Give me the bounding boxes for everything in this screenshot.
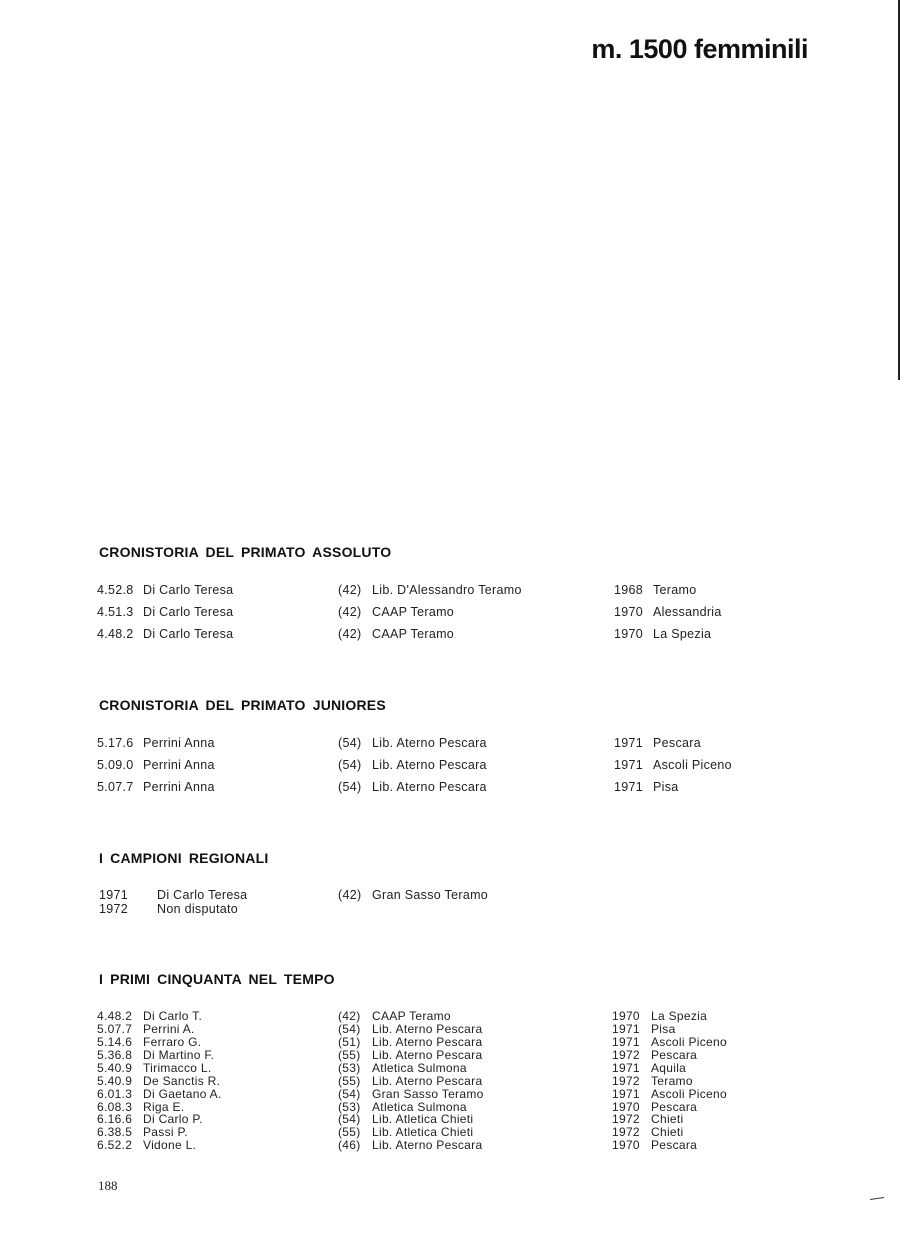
birth-year: (55)	[338, 1125, 361, 1139]
athlete-name: De Sanctis R.	[143, 1074, 221, 1088]
section-title-primato-juniores: CRONISTORIA DEL PRIMATO JUNIORES	[99, 697, 386, 713]
record-year: 1971	[614, 780, 644, 794]
record-year: 1970	[614, 605, 644, 619]
athlete-name: Riga E.	[143, 1100, 185, 1114]
time: 6.52.2	[97, 1138, 133, 1152]
place: Ascoli Piceno	[651, 1035, 727, 1049]
time: 5.36.8	[97, 1048, 133, 1062]
birth-year: (42)	[338, 1009, 361, 1023]
club: CAAP Teramo	[372, 1009, 451, 1023]
time: 5.07.7	[97, 1022, 133, 1036]
record-year: 1971	[612, 1061, 640, 1075]
birth-year: (42)	[338, 583, 362, 597]
record-year: 1971	[612, 1022, 640, 1036]
record-year: 1972	[612, 1125, 640, 1139]
birth-year: (46)	[338, 1138, 361, 1152]
place: Ascoli Piceno	[651, 1087, 727, 1101]
section-title-primato-assoluto: CRONISTORIA DEL PRIMATO ASSOLUTO	[99, 544, 392, 560]
birth-year: (54)	[338, 1112, 361, 1126]
birth-year: (55)	[338, 1074, 361, 1088]
time: 4.48.2	[97, 627, 134, 641]
place: Alessandria	[653, 605, 722, 619]
athlete-name: Ferraro G.	[143, 1035, 202, 1049]
place: Teramo	[653, 583, 697, 597]
time: 6.38.5	[97, 1125, 133, 1139]
time: 6.08.3	[97, 1100, 133, 1114]
club: Atletica Sulmona	[372, 1100, 467, 1114]
birth-year: (53)	[338, 1061, 361, 1075]
time: 5.09.0	[97, 758, 134, 772]
time: 5.40.9	[97, 1074, 133, 1088]
place: Chieti	[651, 1112, 684, 1126]
athlete-name: Non disputato	[157, 902, 239, 916]
athlete-name: Perrini A.	[143, 1022, 195, 1036]
birth-year: (55)	[338, 1048, 361, 1062]
club: Gran Sasso Teramo	[372, 1087, 484, 1101]
time: 5.14.6	[97, 1035, 133, 1049]
record-year: 1971	[614, 758, 644, 772]
club: Lib. Aterno Pescara	[372, 780, 487, 794]
club: Lib. Atletica Chieti	[372, 1125, 474, 1139]
athlete-name: Di Carlo Teresa	[143, 605, 234, 619]
club: Lib. Aterno Pescara	[372, 758, 487, 772]
athlete-name: Di Carlo T.	[143, 1009, 203, 1023]
page-title: m. 1500 femminili	[591, 34, 808, 64]
place: Ascoli Piceno	[653, 758, 732, 772]
club: Lib. Aterno Pescara	[372, 1074, 483, 1088]
athlete-name: Di Carlo P.	[143, 1112, 203, 1126]
time: 5.17.6	[97, 736, 134, 750]
record-year: 1972	[612, 1048, 640, 1062]
athlete-name: Passi P.	[143, 1125, 188, 1139]
place: Chieti	[651, 1125, 684, 1139]
athlete-name: Perrini Anna	[143, 736, 215, 750]
place: Pescara	[651, 1100, 698, 1114]
section-title-campioni-regionali: I CAMPIONI REGIONALI	[99, 850, 269, 866]
club: CAAP Teramo	[372, 605, 455, 619]
birth-year: (54)	[338, 780, 362, 794]
margin-mark	[870, 1197, 884, 1200]
record-year: 1968	[614, 583, 644, 597]
time: 4.51.3	[97, 605, 134, 619]
place: Teramo	[651, 1074, 693, 1088]
time: 6.01.3	[97, 1087, 133, 1101]
time: 5.07.7	[97, 780, 134, 794]
place: Pisa	[651, 1022, 676, 1036]
time: 6.16.6	[97, 1112, 133, 1126]
place: Aquila	[651, 1061, 687, 1075]
birth-year: (54)	[338, 1022, 361, 1036]
athlete-name: Vidone L.	[143, 1138, 197, 1152]
birth-year: (54)	[338, 1087, 361, 1101]
athlete-name: Perrini Anna	[143, 758, 215, 772]
place: Pisa	[653, 780, 679, 794]
section-title-primi-cinquanta: I PRIMI CINQUANTA NEL TEMPO	[99, 971, 335, 987]
athlete-name: Perrini Anna	[143, 780, 215, 794]
club: Lib. Aterno Pescara	[372, 1138, 483, 1152]
record-year: 1972	[612, 1074, 640, 1088]
club: Lib. Atletica Chieti	[372, 1112, 474, 1126]
time: 4.52.8	[97, 583, 134, 597]
birth-year: (51)	[338, 1035, 361, 1049]
club: Lib. Aterno Pescara	[372, 736, 487, 750]
record-year: 1971	[612, 1087, 640, 1101]
record-year: 1972	[612, 1112, 640, 1126]
birth-year: (42)	[338, 888, 362, 902]
record-year: 1971	[612, 1035, 640, 1049]
place: Pescara	[653, 736, 701, 750]
record-year: 1970	[612, 1138, 640, 1152]
athlete-name: Di Martino F.	[143, 1048, 215, 1062]
club: CAAP Teramo	[372, 627, 455, 641]
season-year: 1971	[99, 888, 129, 902]
birth-year: (42)	[338, 605, 362, 619]
club: Lib. D'Alessandro Teramo	[372, 583, 522, 597]
record-year: 1970	[614, 627, 644, 641]
time: 5.40.9	[97, 1061, 133, 1075]
place: La Spezia	[653, 627, 712, 641]
birth-year: (42)	[338, 627, 362, 641]
record-year: 1970	[612, 1100, 640, 1114]
birth-year: (54)	[338, 736, 362, 750]
season-year: 1972	[99, 902, 129, 916]
club: Lib. Aterno Pescara	[372, 1035, 483, 1049]
time: 4.48.2	[97, 1009, 133, 1023]
club: Gran Sasso Teramo	[372, 888, 489, 902]
record-year: 1970	[612, 1009, 640, 1023]
athlete-name: Di Carlo Teresa	[143, 627, 234, 641]
record-year: 1971	[614, 736, 644, 750]
club: Lib. Aterno Pescara	[372, 1048, 483, 1062]
page-number: 188	[98, 1178, 118, 1193]
athlete-name: Di Gaetano A.	[143, 1087, 222, 1101]
club: Lib. Aterno Pescara	[372, 1022, 483, 1036]
athlete-name: Tirimacco L.	[143, 1061, 212, 1075]
athlete-name: Di Carlo Teresa	[143, 583, 234, 597]
place: Pescara	[651, 1138, 698, 1152]
birth-year: (54)	[338, 758, 362, 772]
athlete-name: Di Carlo Teresa	[157, 888, 248, 902]
club: Atletica Sulmona	[372, 1061, 467, 1075]
place: La Spezia	[651, 1009, 708, 1023]
place: Pescara	[651, 1048, 698, 1062]
birth-year: (53)	[338, 1100, 361, 1114]
